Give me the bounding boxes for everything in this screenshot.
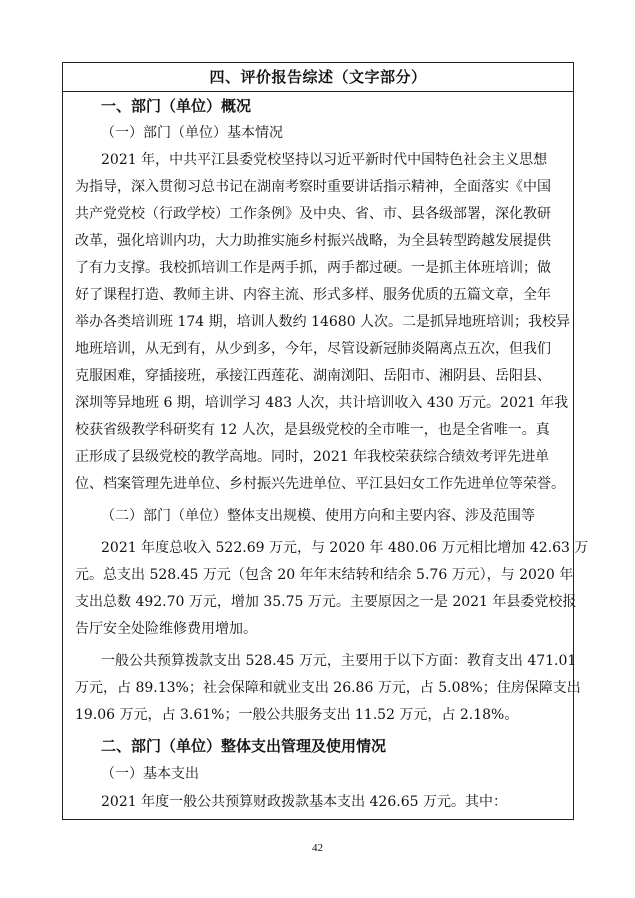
paragraph-line: 好了课程打造、教师主讲、内容主流、形式多样、服务优质的五篇文章，全年 [75,287,551,303]
paragraph-line: 位、档案管理先进单位、乡村振兴先进单位、平江县妇女工作先进单位等荣誉。 [75,476,565,492]
paragraph-line: 2021 年度总收入 522.69 万元，与 2020 年 480.06 万元相比增加 42.63 万 [101,540,589,556]
paragraph-line: 为指导，深入贯彻习总书记在湖南考察时重要讲话指示精神，全面落实《中国 [75,179,551,195]
paragraph-line: 校获省级教学科研奖有 12 人次，是县级党校的全市唯一，也是全省唯一。真 [75,422,550,438]
paragraph-line: 正形成了县级党校的教学高地。同时，2021 年我校荣获综合绩效考评先进单 [75,449,550,465]
paragraph-line: 克服困难，穿插接班，承接江西莲花、湖南浏阳、岳阳市、湘阴县、岳阳县、 [75,368,551,384]
paragraph-line: 2021 年度一般公共预算财政拨款基本支出 426.65 万元。其中： [101,794,507,810]
paragraph-line: 一般公共预算拨款支出 528.45 万元，主要用于以下方面：教育支出 471.01 [101,653,577,669]
subheading-expenditure-scope: （二）部门（单位）整体支出规模、使用方向和主要内容、涉及范围等 [101,508,535,524]
paragraph-line: 共产党党校（行政学校）工作条例》及中央、省、市、县各级部署，深化教研 [75,206,551,222]
paragraph-line: 支出总数 492.70 万元，增加 35.75 万元。主要原因之一是 2021 年县委党校报 [75,594,577,610]
paragraph-line: 地班培训，从无到有，从少到多，今年，尽管设新冠肺炎隔离点五次，但我们 [75,341,551,357]
heading-expenditure-management: 二、部门（单位）整体支出管理及使用情况 [101,737,387,755]
paragraph-line: 了有力支撑。我校抓培训工作是两手抓，两手都过硬。一是抓主体班培训；做 [75,260,551,276]
paragraph-line: 19.06 万元，占 3.61%；一般公共服务支出 11.52 万元，占 2.18%。 [75,707,519,723]
paragraph-line: 2021 年，中共平江县委党校坚持以习近平新时代中国特色社会主义思想 [101,152,548,168]
paragraph-line: 深圳等异地班 6 期，培训学习 483 人次，共计培训收入 430 万元。2021 年我 [75,395,569,411]
report-frame [62,62,589,820]
paragraph-line: 万元，占 89.13%；社会保障和就业支出 26.86 万元，占 5.08%；住房保障支出 [75,680,581,696]
paragraph-line: 举办各类培训班 174 期，培训人数约 14680 人次。二是抓异地班培训；我校异 [75,314,571,330]
page-number: 42 [312,842,323,854]
subheading-basic-info: （一）部门（单位）基本情况 [101,125,283,141]
paragraph-line: 元。总支出 528.45 万元（包含 20 年年末结转和结余 5.76 万元），与 2020 年 [75,567,574,583]
subheading-basic-expenditure: （一）基本支出 [101,766,199,782]
paragraph-line: 改革，强化培训内功，大力助推实施乡村振兴战略，为全县转型跨越发展提供 [75,233,551,249]
heading-dept-overview: 一、部门（单位）概况 [101,97,252,115]
section-title: 四、评价报告综述（文字部分） [63,63,573,92]
paragraph-line: 告厅安全处险维修费用增加。 [75,621,257,637]
